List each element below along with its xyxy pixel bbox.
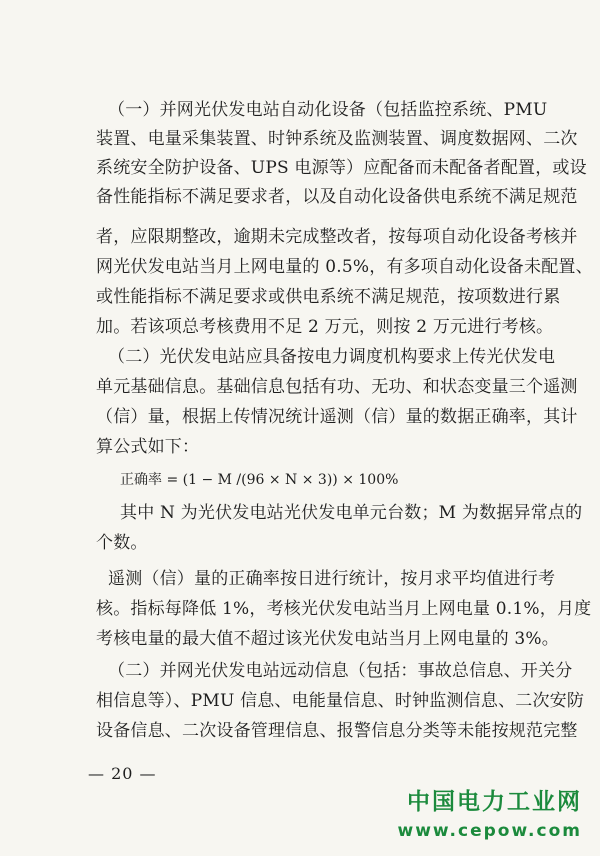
paragraph-line: 装置、电量采集装置、时钟系统及监测装置、调度数据网、二次: [96, 129, 578, 149]
paragraph-line: 考核电量的最大值不超过该光伏发电站当月上网电量的 3%。: [96, 629, 559, 649]
paragraph-line: 个数。: [96, 533, 148, 553]
watermark-site-name: 中国电力工业网: [407, 789, 582, 815]
paragraph-line: 设备信息、二次设备管理信息、报警信息分类等未能按规范完整: [96, 721, 578, 741]
paragraph-line: （信）量，根据上传情况统计遥测（信）量的数据正确率，其计: [96, 407, 578, 427]
paragraph-line: 遥测（信）量的正确率按日进行统计，按月求平均值进行考: [108, 569, 556, 589]
paragraph-line: 算公式如下：: [96, 437, 200, 457]
paragraph-line: （二）并网光伏发电站远动信息（包括：事故总信息、开关分: [108, 661, 573, 681]
paragraph-line: 加。若该项总考核费用不足 2 万元，则按 2 万元进行考核。: [96, 317, 554, 337]
formula: 正确率 = (1 − M /(96 × N × 3)) × 100%: [120, 472, 399, 488]
paragraph-line: （一）并网光伏发电站自动化设备（包括监控系统、PMU: [108, 100, 548, 120]
paragraph-line: 系统安全防护设备、UPS 电源等）应配备而未配备者配置，或设: [96, 158, 587, 178]
paragraph-line: 网光伏发电站当月上网电量的 0.5%，有多项自动化设备未配置、: [96, 257, 593, 277]
paragraph-line: 备性能指标不满足要求者，以及自动化设备供电系统不满足规范: [96, 187, 578, 207]
paragraph-line: 相信息等）、PMU 信息、电能量信息、时钟监测信息、二次安防: [96, 691, 585, 711]
paragraph-line: 或性能指标不满足要求或供电系统不满足规范，按项数进行累: [96, 287, 561, 307]
paragraph-line: 核。指标每降低 1%，考核光伏发电站当月上网电量 0.1%，月度: [96, 599, 592, 619]
paragraph-line: 单元基础信息。基础信息包括有功、无功、和状态变量三个遥测: [96, 377, 578, 397]
paragraph-line: 其中 N 为光伏发电站光伏发电单元台数；M 为数据异常点的: [120, 503, 583, 523]
paragraph-line: （二）光伏发电站应具备按电力调度机构要求上传光伏发电: [108, 347, 556, 367]
watermark-url: www.cepow.com: [397, 821, 582, 841]
page-number: — 20 —: [88, 764, 157, 783]
paragraph-line: 者，应限期整改，逾期未完成整改者，按每项自动化设备考核并: [96, 227, 578, 247]
